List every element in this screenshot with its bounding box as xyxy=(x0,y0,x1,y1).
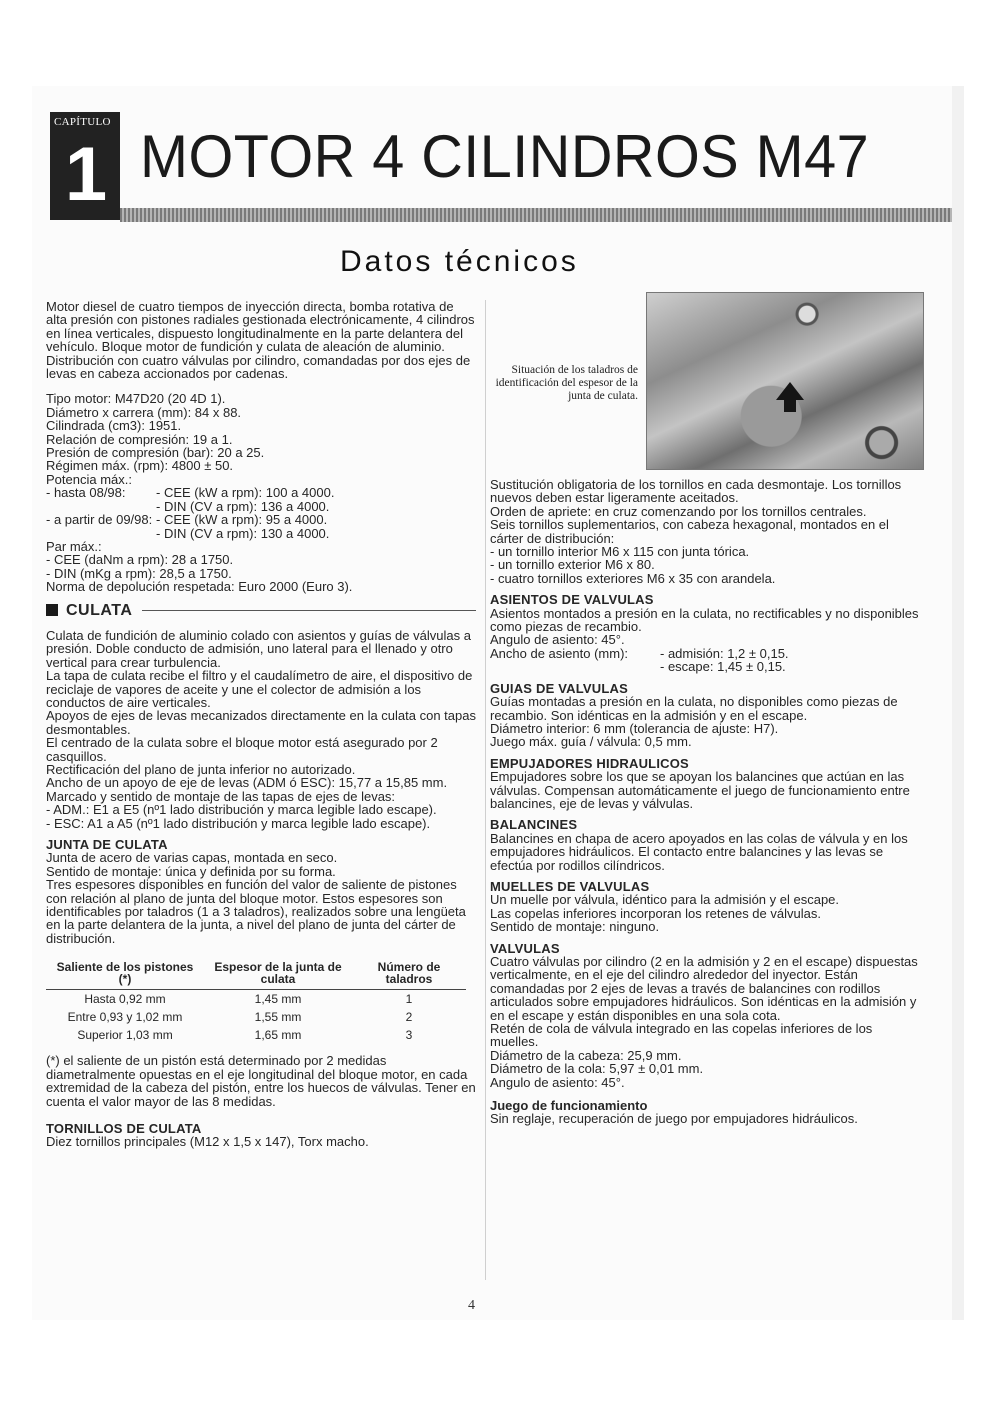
spec-line: Relación de compresión: 19 a 1. xyxy=(46,431,233,447)
title-rule xyxy=(120,208,952,222)
section-square-icon xyxy=(46,604,58,616)
table-row xyxy=(46,990,466,1009)
sustitucion-line: - un tornillo interior M6 x 115 con junta tórica. xyxy=(490,544,750,560)
valvulas-line: Retén de cola de válvula integrado en las copelas inferiores de los muelles. xyxy=(490,1021,873,1050)
power-key xyxy=(46,500,156,513)
subsection-title: MUELLES DE VALVULAS xyxy=(490,878,650,894)
section-rule xyxy=(142,610,476,611)
subsection-title: JUNTA DE CULATA xyxy=(46,837,168,853)
muelles-line: Las copelas inferiores incorporan los retenes de válvulas. xyxy=(490,905,821,921)
table-cell: 1 xyxy=(405,992,413,1007)
power-row xyxy=(46,500,476,513)
page-subtitle: Datos técnicos xyxy=(340,245,579,278)
sustitucion-line: - un tornillo exterior M6 x 80. xyxy=(490,557,655,573)
torque-line: Par máx.: xyxy=(46,538,102,554)
junta-line: Tres espesores disponibles en función del valor de saliente de pistones con relación al plano de junta del bloque motor. Estos espesores son identificables por taladros (1 a 3 taladros), realizados sobre una lengüeta en la parte delantera de la junta, a nivel del plano de junta del cárter de distribución. xyxy=(46,877,466,946)
culata-line: - ADM.: E1 a E5 (nº1 lado distribución y marca legible lado escape). xyxy=(46,802,437,818)
culata-line: El centrado de la culata sobre el bloque motor está asegurado por 2 casquillos. xyxy=(46,735,438,764)
valvulas-line: Diámetro de la cabeza: 25,9 mm. xyxy=(490,1047,682,1063)
spec-line: Potencia máx.: xyxy=(46,471,132,487)
juego-text: Sin reglaje, recuperación de juego por empujadores hidráulicos. xyxy=(490,1111,858,1127)
subsection-title: GUIAS DE VALVULAS xyxy=(490,680,628,696)
page-edge xyxy=(952,86,964,1320)
junta-line: Sentido de montaje: única y definida por su forma. xyxy=(46,863,336,879)
culata-line: Marcado y sentido de montaje de las tapas de ejes de levas: xyxy=(46,788,396,804)
ancho-row xyxy=(490,660,922,673)
power-value: - CEE (kW a rpm): 100 a 4000. xyxy=(156,485,335,501)
sustitucion-line: - cuatro tornillos exteriores M6 x 35 con arandela. xyxy=(490,570,776,586)
subsection-title: TORNILLOS DE CULATA xyxy=(46,1120,202,1136)
table-note: (*) el saliente de un pistón está determinado por 2 medidas diametralmente opuestas en el eje longitudinal del bloque motor, en cada extremidad de la cabeza del pistón, entre los huecos de válvulas. Tener en cuenta el valor mayor de las 8 medidas. xyxy=(46,1053,476,1109)
asientos-line: Asientos montados a presión en la culata, no rectificables y no disponibles como piezas de recambio. xyxy=(490,605,919,635)
culata-line: Culata de fundición de aluminio colado con asientos y guías de válvulas a presión. Doble conducto de admisión, uno lateral para el llenado y otro vertical para crear turbulencia. xyxy=(46,627,471,670)
muelles-line: Sentido de montaje: ninguno. xyxy=(490,919,660,935)
power-row xyxy=(46,486,476,499)
power-row xyxy=(46,513,476,526)
asientos-line: Angulo de asiento: 45°. xyxy=(490,632,625,648)
column-divider xyxy=(485,300,486,1280)
guias-line: Diámetro interior: 6 mm (tolerancia de ajuste: H7). xyxy=(490,720,779,736)
gasket-table xyxy=(46,959,466,1044)
spec-line: Tipo motor: M47D20 (20 4D 1). xyxy=(46,391,226,407)
spec-line: Diámetro x carrera (mm): 84 x 88. xyxy=(46,404,242,420)
power-row xyxy=(46,527,476,540)
chapter-number: 1 xyxy=(64,132,108,217)
balancines-text: Balancines en chapa de acero apoyados en las colas de válvula y en los empujadores hidráulicos. El contacto entre balancines y las levas se efectúa por rodillos cilíndricos. xyxy=(490,830,908,873)
subsection-title: EMPUJADORES HIDRAULICOS xyxy=(490,755,689,771)
power-key xyxy=(46,527,156,540)
table-cell: Superior 1,03 mm xyxy=(77,1028,173,1043)
subsection-title: BALANCINES xyxy=(490,817,578,833)
ancho-row xyxy=(490,647,922,660)
table-cell: 3 xyxy=(405,1028,413,1043)
arrow-stem xyxy=(784,398,796,412)
torque-line: - CEE (daNm a rpm): 28 a 1750. xyxy=(46,552,234,568)
table-header-row xyxy=(46,959,466,990)
torque-line: Norma de depolución respetada: Euro 2000 (Euro 3). xyxy=(46,579,353,595)
valvulas-line: Cuatro válvulas por cilindro (2 en la admisión y 2 en el escape) dispuestas verticalmente, en el eje del cilindro alrededor del inyector. Están comandadas por 2 ejes de levas a través de balancines con rodillos articulados sobre empujadores hidráulicos. Son idénticas en la admisión y en el escape y están disponibles en una sola cota. xyxy=(490,954,918,1023)
power-key: - hasta 08/98: xyxy=(46,485,126,501)
chapter-label: CAPÍTULO xyxy=(54,116,111,128)
subsection-title: ASIENTOS DE VALVULAS xyxy=(490,592,654,608)
tornillos-text: Diez tornillos principales (M12 x 1,5 x 147), Torx macho. xyxy=(46,1134,369,1150)
spec-line: Régimen máx. (rpm): 4800 ± 50. xyxy=(46,458,234,474)
muelles-line: Un muelle por válvula, idéntico para la admisión y el escape. xyxy=(490,892,840,908)
section-header-culata xyxy=(46,601,476,619)
spec-line: Presión de compresión (bar): 20 a 25. xyxy=(46,445,265,461)
torque-line: - DIN (mKg a rpm): 28,5 a 1750. xyxy=(46,565,232,581)
table-row xyxy=(46,1026,466,1044)
table-cell: 1,55 mm xyxy=(254,1010,302,1025)
table-cell: 1,65 mm xyxy=(254,1028,302,1043)
sustitucion-line: Orden de apriete: en cruz comenzando por los tornillos centrales. xyxy=(490,503,867,519)
valvulas-line: Angulo de asiento: 45°. xyxy=(490,1074,625,1090)
page-number: 4 xyxy=(468,1298,475,1313)
guias-line: Juego máx. guía / válvula: 0,5 mm. xyxy=(490,734,692,750)
subsection-title: VALVULAS xyxy=(490,940,560,956)
engine-photo xyxy=(646,292,924,470)
ancho-label: Ancho de asiento (mm): xyxy=(490,645,629,661)
table-header: Número de taladros xyxy=(352,959,466,990)
page-title: MOTOR 4 CILINDROS M47 xyxy=(140,123,870,190)
ancho-value: - escape: 1,45 ± 0,15. xyxy=(660,659,786,675)
right-column xyxy=(490,478,922,1126)
section-title: CULATA xyxy=(66,601,133,619)
empujadores-text: Empujadores sobre los que se apoyan los balancines que actúan en las válvulas. Compensan automáticamente el juego de funcionamiento entre balancines, eje de levas y válvulas. xyxy=(490,769,910,811)
culata-line: Rectificación del plano de junta inferior no autorizado. xyxy=(46,762,356,777)
photo-caption: Situación de los taladros de identificación del espesor de la junta de culata. xyxy=(495,364,638,402)
sustitucion-line: Sustitución obligatoria de los tornillos en cada desmontaje. Los tornillos nuevos deben estar ligeramente aceitados. xyxy=(490,477,902,506)
guias-line: Guías montadas a presión en la culata, no disponibles como piezas de recambio. Son idénticas en la admisión y en el escape. xyxy=(490,694,898,723)
valvulas-line: Diámetro de la cola: 5,97 ± 0,01 mm. xyxy=(490,1061,704,1077)
table-cell: Entre 0,93 y 1,02 mm xyxy=(67,1010,183,1025)
culata-line: Ancho de un apoyo de eje de levas (ADM ó ESC): 15,77 a 15,85 mm. xyxy=(46,775,448,791)
culata-line: Apoyos de ejes de levas mecanizados directamente en la culata con tapas desmontables. xyxy=(46,708,476,737)
intro-paragraph: Motor diesel de cuatro tiempos de inyección directa, bomba rotativa de alta presión con pistones radiales gestionada electrónicamente, 4 cilindros en línea verticales, dispuesto longitudinalmente en la parte delantera del vehículo. Bloque motor de fundición y culata de aleación de aluminio. Distribución con cuatro válvulas por cilindro, comandadas por dos ejes de levas en cabeza accionados por cadenas. xyxy=(46,299,475,382)
power-key: - a partir de 09/98: xyxy=(46,512,153,528)
table-row xyxy=(46,1008,466,1026)
power-value: - CEE (kW a rpm): 95 a 4000. xyxy=(156,512,328,528)
junta-line: Junta de acero de varias capas, montada en seco. xyxy=(46,850,338,866)
left-column xyxy=(46,300,476,1149)
subsection-title: Juego de funcionamiento xyxy=(490,1098,648,1114)
spec-line: Cilindrada (cm3): 1951. xyxy=(46,418,182,434)
ancho-value: - admisión: 1,2 ± 0,15. xyxy=(660,645,789,661)
table-cell: Hasta 0,92 mm xyxy=(84,992,166,1007)
table-cell: 1,45 mm xyxy=(254,992,302,1007)
table-cell: 2 xyxy=(405,1010,413,1025)
power-value: - DIN (CV a rpm): 130 a 4000. xyxy=(156,525,330,541)
culata-line: La tapa de culata recibe el filtro y el caudalímetro de aire, el dispositivo de reciclaje de vapores de aceite y une el colector de admisión a los conductos de aire verticales. xyxy=(46,668,473,710)
table-header: Espesor de la junta de culata xyxy=(204,959,352,990)
power-value: - DIN (CV a rpm): 136 a 4000. xyxy=(156,498,330,514)
culata-line: - ESC: A1 a A5 (nº1 lado distribución y marca legible lado escape). xyxy=(46,815,431,831)
sustitucion-line: Seis tornillos suplementarios, con cabeza hexagonal, montados en el cárter de distribución: xyxy=(490,517,889,546)
table-header: Saliente de los pistones (*) xyxy=(46,959,204,990)
